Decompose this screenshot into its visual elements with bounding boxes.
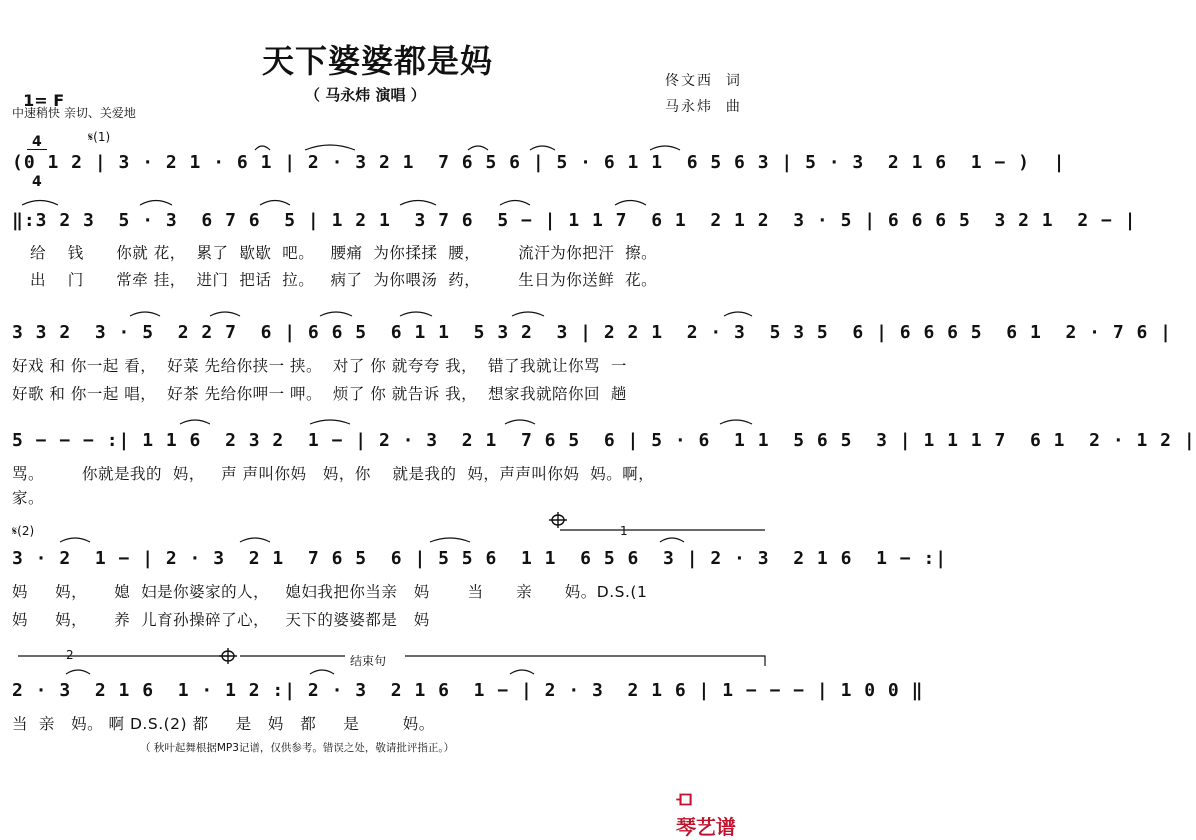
slur [400, 312, 432, 316]
singer-credit: （ 马永炜 演唱 ） [305, 86, 426, 104]
slur [530, 146, 555, 150]
time-bottom: 4 [32, 174, 42, 190]
notation-row-4: 5 − − − :| 1 1 6 2 3 2 1 − | 2 · 3 2 1 7 6 5 6 | 5 · 6 1 1 5 6 5 3 | 1 1 1 7 6 1 2 · 1 2 | [12, 430, 1196, 451]
slur [320, 312, 352, 316]
segno-1: 𝄋(1) [88, 130, 111, 144]
key-label: 1= F [23, 91, 65, 110]
slur [66, 670, 90, 674]
logo-mark-icon: ⟤ [675, 786, 693, 811]
slur [400, 201, 436, 206]
slur [260, 201, 290, 206]
slur [510, 670, 534, 674]
song-title: 天下婆婆都是妈 [262, 42, 494, 80]
slur [512, 312, 544, 316]
composer-credit: 马永炜 曲 [665, 99, 742, 115]
slur [255, 146, 270, 150]
end-phrase-label: 结束句 [350, 654, 387, 668]
lyricist-credit: 佟文西 词 [665, 73, 742, 89]
lyric-row-5-verse-2: 妈 妈， 养 儿育孙操碎了心， 天下的婆婆都是 妈 [12, 611, 430, 629]
ending-1-label: 1 [620, 524, 628, 538]
slur [140, 201, 172, 206]
lyric-row-4-verse-2: 家。 [12, 489, 45, 507]
slur [660, 538, 684, 542]
volta-bracket [405, 656, 765, 666]
segno-2: 𝄋(2) [12, 524, 35, 538]
slur [430, 538, 470, 542]
slur [60, 538, 90, 542]
slur [240, 538, 270, 542]
notation-row-6: 2 · 3 2 1 6 1 · 1 2 :| 2 · 3 2 1 6 1 − | 2 · 3 2 1 6 | 1 − − − | 1 0 0 ‖ [12, 680, 924, 701]
slur [310, 420, 350, 424]
slur [500, 201, 530, 206]
slur [468, 146, 488, 150]
slur [505, 420, 535, 424]
time-top: 4 [27, 136, 47, 150]
lyric-row-4-verse-1: 骂。 你就是我的 妈， 声 声叫你妈 妈，你 就是我的 妈，声声叫你妈 妈。啊， [12, 465, 655, 483]
lyric-row-3-verse-2: 好歌 和 你一起 唱， 好茶 先给你呷一 呷。 烦了 你 就告诉 我， 想家我就陪你回 趟 [12, 385, 627, 403]
tempo-marking: 中速稍快 亲切、关爱地 [12, 106, 136, 120]
slur [130, 312, 160, 316]
notation-row-1: (0 1 2 | 3 · 2 1 · 6 1 | 2 · 3 2 1 7 6 5 6 | 5 · 6 1 1 6 5 6 3 | 5 · 3 2 1 6 1 − ) | [12, 152, 1066, 173]
notation-row-5: 3 · 2 1 − | 2 · 3 2 1 7 6 5 6 | 5 5 6 1 1 6 5 6 3 | 2 · 3 2 1 6 1 − :| [12, 548, 948, 569]
slur [22, 201, 58, 206]
slur [305, 145, 355, 150]
lyric-row-5-verse-1: 妈 妈， 媳 妇是你婆家的人， 媳妇我把你当亲 妈 当 亲 妈。D.S.(1 [12, 583, 648, 601]
slur [720, 420, 752, 424]
lyric-row-6-verse-1: 当 亲 妈。 啊 D.S.(2) 都 是 妈 都 是 妈。 [12, 715, 435, 733]
ending-2-label: 2 [66, 648, 74, 662]
lyric-row-2-verse-1: 给 钱 你就 花， 累了 歇歇 吧。 腰痛 为你揉揉 腰， 流汗为你把汗 擦。 [30, 244, 658, 262]
slur [650, 146, 680, 150]
slur [310, 670, 334, 674]
notation-row-2: ‖:3 2 3 5 · 3 6 7 6 5 | 1 2 1 3 7 6 5 − | 1 1 7 6 1 2 1 2 3 · 5 | 6 6 6 5 3 2 1 2 − | [12, 210, 1137, 231]
slur [180, 420, 210, 424]
watermark-text: 琴艺谱 [675, 815, 736, 839]
footnote: （ 秋叶起舞根据MP3记谱，仅供参考。错误之处，敬请批评指正。） [140, 742, 455, 754]
coda-icon [549, 512, 567, 528]
notation-row-3: 3 3 2 3 · 5 2 2 7 6 | 6 6 5 6 1 1 5 3 2 3 | 2 2 1 2 · 3 5 3 5 6 | 6 6 6 5 6 1 2 · 7 6 | [12, 322, 1173, 343]
slur [724, 312, 752, 316]
slur [615, 201, 646, 206]
coda-icon [219, 648, 237, 664]
lyric-row-3-verse-1: 好戏 和 你一起 看， 好菜 先给你挟一 挟。 对了 你 就夸夸 我， 错了我就让你骂 一 [12, 357, 627, 375]
slur [210, 312, 240, 316]
lyric-row-2-verse-2: 出 门 常牵 挂， 进门 把话 拉。 病了 为你喂汤 药， 生日为你送鲜 花。 [30, 271, 658, 289]
